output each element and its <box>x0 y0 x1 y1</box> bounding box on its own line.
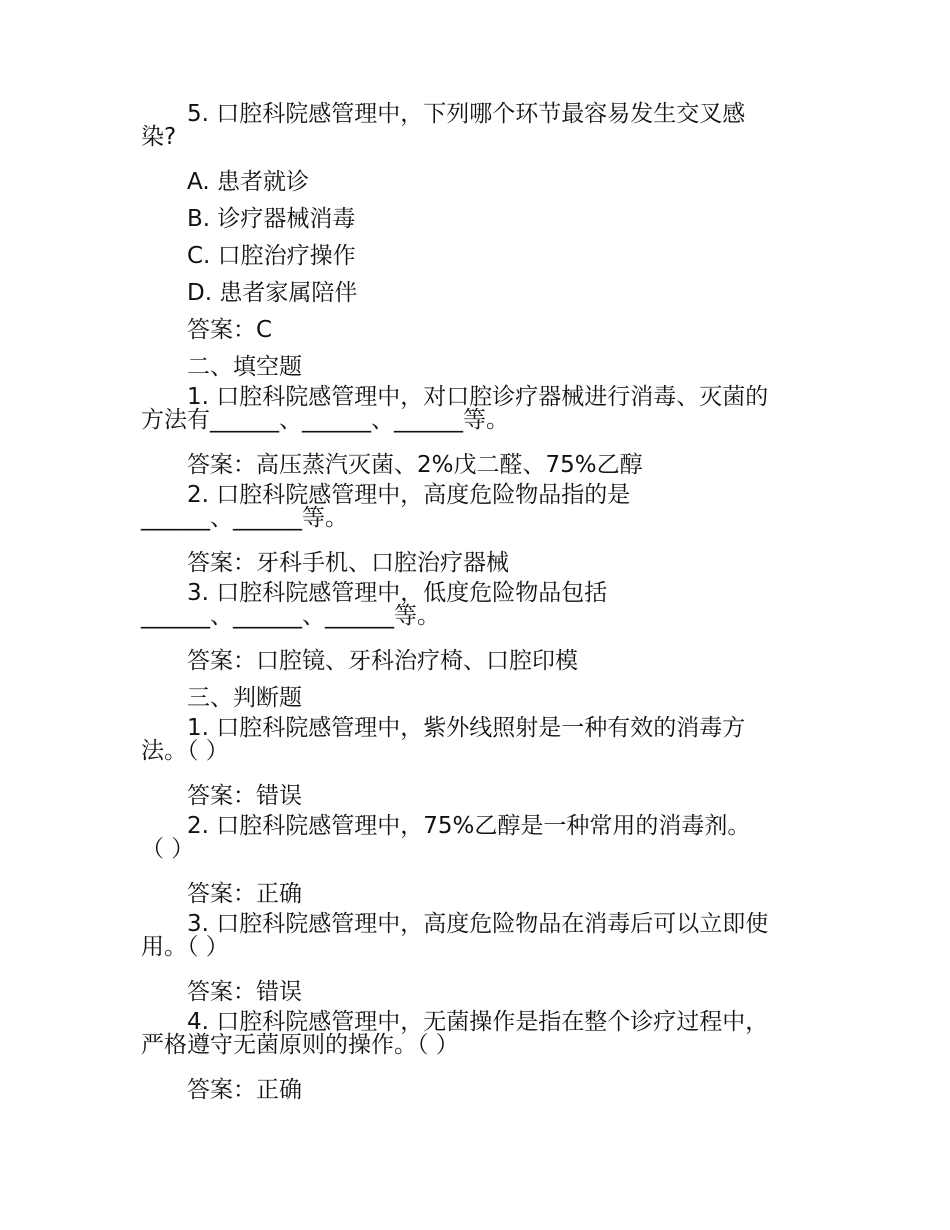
fill-question-2-answer: 答案：牙科手机、口腔治疗器械 <box>187 550 509 576</box>
fill-question-3-answer: 答案：口腔镜、牙科治疗椅、口腔印模 <box>187 648 578 674</box>
tf-question-3-line2: 用。（ ） <box>141 934 229 960</box>
tf-question-4-line1: 4. 口腔科院感管理中，无菌操作是指在整个诊疗过程中， <box>187 1009 769 1035</box>
tf-question-2-answer: 答案：正确 <box>187 881 302 907</box>
fill-question-1-line2: 方法有______、______、______等。 <box>141 407 509 433</box>
fill-question-3-line1: 3. 口腔科院感管理中，低度危险物品包括 <box>187 580 608 606</box>
section-heading-true-false: 三、判断题 <box>187 685 302 711</box>
tf-question-4-line2: 严格遵守无菌原则的操作。（ ） <box>141 1032 459 1058</box>
fill-question-2-line1: 2. 口腔科院感管理中，高度危险物品指的是 <box>187 482 631 508</box>
fill-question-3 <box>141 582 821 628</box>
question-5-answer: 答案：C <box>187 317 273 343</box>
tf-question-4 <box>141 1011 821 1057</box>
question-5 <box>141 103 821 149</box>
question-5-text-line2: 染? <box>141 124 177 150</box>
fill-question-1 <box>141 386 821 432</box>
option-a: A. 患者就诊 <box>187 169 309 195</box>
tf-question-2 <box>141 815 821 861</box>
tf-question-1-line1: 1. 口腔科院感管理中，紫外线照射是一种有效的消毒方 <box>187 715 746 741</box>
option-c: C. 口腔治疗操作 <box>187 243 356 269</box>
fill-question-1-answer: 答案：高压蒸汽灭菌、2%戊二醛、75%乙醇 <box>187 452 643 478</box>
tf-question-3 <box>141 913 821 959</box>
fill-question-2-line2: ______、______等。 <box>141 505 348 531</box>
option-b: B. 诊疗器械消毒 <box>187 206 356 232</box>
document-body <box>141 103 821 1109</box>
tf-question-3-line1: 3. 口腔科院感管理中，高度危险物品在消毒后可以立即使 <box>187 911 769 937</box>
question-5-text-line1: 5. 口腔科院感管理中，下列哪个环节最容易发生交叉感 <box>187 101 746 127</box>
option-d: D. 患者家属陪伴 <box>187 280 358 306</box>
section-heading-fill-in: 二、填空题 <box>187 354 302 380</box>
fill-question-2 <box>141 484 821 530</box>
tf-question-2-line2: （ ） <box>141 836 195 862</box>
tf-question-2-line1: 2. 口腔科院感管理中，75%乙醇是一种常用的消毒剂。 <box>187 813 751 839</box>
tf-question-1-line2: 法。（ ） <box>141 738 229 764</box>
tf-question-4-answer: 答案：正确 <box>187 1077 302 1103</box>
fill-question-1-line1: 1. 口腔科院感管理中，对口腔诊疗器械进行消毒、灭菌的 <box>187 384 769 410</box>
tf-question-3-answer: 答案：错误 <box>187 979 302 1005</box>
tf-question-1 <box>141 717 821 763</box>
tf-question-1-answer: 答案：错误 <box>187 783 302 809</box>
fill-question-3-line2: ______、______、______等。 <box>141 603 440 629</box>
